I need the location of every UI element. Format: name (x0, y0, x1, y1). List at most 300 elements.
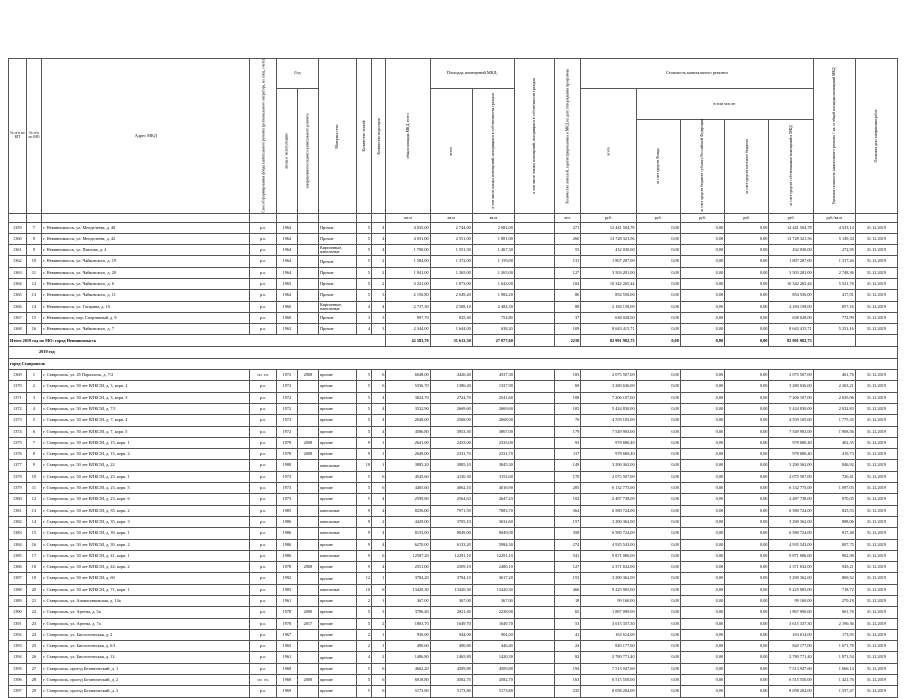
cell: 0,00 (725, 415, 769, 426)
cell: 11 (26, 483, 41, 494)
cell: 1365 (9, 290, 27, 301)
cell: р.о. (250, 415, 277, 426)
cell: 1367 (9, 312, 27, 323)
cell: 6 (372, 370, 386, 381)
cell (297, 573, 318, 584)
cell: 1964 (276, 290, 297, 301)
cell: 1 (372, 449, 386, 460)
cell: 8 (26, 449, 41, 460)
cell: 0,00 (725, 426, 769, 437)
cell: 21 (26, 596, 41, 607)
cell: 0,00 (680, 222, 724, 233)
cell: 69 (554, 381, 581, 392)
cell: 1389 (9, 596, 27, 607)
empty-cell (514, 370, 554, 381)
cell: панельные (318, 505, 356, 516)
table-row (9, 562, 898, 573)
cell: 8153,00 (386, 528, 430, 539)
empty-cell (514, 494, 554, 505)
cell: 1363 (9, 267, 27, 278)
cell: 0,00 (636, 290, 680, 301)
cell: р.о. (250, 460, 277, 471)
cell (297, 267, 318, 278)
cell: 4 (372, 222, 386, 233)
cell: 0,00 (680, 403, 724, 414)
cell: 0,00 (725, 596, 769, 607)
cell: 2 (372, 267, 386, 278)
cell: 0,00 (680, 460, 724, 471)
cell: 108 (554, 392, 581, 403)
cell: 15 (26, 312, 41, 323)
col-wall-material: Материал стен (318, 59, 356, 214)
cell: 4016,90 (472, 483, 514, 494)
cell: 0,00 (680, 392, 724, 403)
cell (297, 460, 318, 471)
cell: 2008 (297, 675, 318, 686)
empty-cell (514, 652, 554, 663)
cell: 3 503 281,00 (769, 267, 813, 278)
cell: 0,00 (725, 528, 769, 539)
cell: 0,00 (636, 505, 680, 516)
cell: 8 643 415,71 (581, 324, 636, 335)
cell: 3 280 636,00 (769, 381, 813, 392)
cell: 2000 (297, 607, 318, 618)
cell: 0,00 (636, 437, 680, 448)
cell: 0,00 (636, 483, 680, 494)
cell: 2821,40 (430, 607, 472, 618)
cell: прочие (318, 652, 356, 663)
cell: 2480,10 (472, 562, 514, 573)
cell: 31.12.2019 (855, 562, 897, 573)
cell (297, 483, 318, 494)
cell: 5 (356, 675, 371, 686)
cell: 0,00 (725, 618, 769, 629)
cell: 0,00 (725, 573, 769, 584)
cell: 131 (554, 256, 581, 267)
cell: 4 523,14 (813, 222, 855, 233)
cell: 5 (356, 471, 371, 482)
cell: 8 643 415,71 (769, 324, 813, 335)
cell: 170 (554, 471, 581, 482)
cell: 367,00 (472, 596, 514, 607)
cell: 0,00 (725, 562, 769, 573)
cell: 0,00 (725, 324, 769, 335)
cell: 9 (26, 245, 41, 256)
cell: 2 (372, 652, 386, 663)
table-row (9, 290, 898, 301)
table-row (9, 449, 898, 460)
table-row (9, 629, 898, 640)
cell: 3953,30 (430, 426, 472, 437)
cell: 0,00 (725, 584, 769, 595)
cell: 0,00 (636, 596, 680, 607)
cell: 0,00 (725, 663, 769, 674)
cell: 1961 (276, 596, 297, 607)
cell: 1376 (9, 449, 27, 460)
cell: 153 (554, 573, 581, 584)
cell: г. Ставрополь, ул. 50 лет ВЛКСМ, д. 39, корп. 1 (42, 528, 250, 539)
cell: 978 680,40 (581, 437, 636, 448)
cell: 31.12.2019 (855, 663, 897, 674)
cell: г. Ставрополь, ул. 50 лет ВЛКСМ, д. 35, корп. 2 (42, 505, 250, 516)
cell: 0,00 (680, 629, 724, 640)
cell: 0,00 (725, 652, 769, 663)
cell: 14 (26, 301, 41, 312)
empty-cell (514, 290, 554, 301)
cell: 0,00 (725, 550, 769, 561)
cell: 0,00 (636, 471, 680, 482)
cell: 0,00 (725, 233, 769, 244)
cell: 31.12.2019 (855, 573, 897, 584)
cell: 31.12.2019 (855, 290, 897, 301)
cell: 31.12.2019 (855, 483, 897, 494)
cell: 0,00 (680, 652, 724, 663)
cell: 0,00 (636, 449, 680, 460)
cell: 2 (372, 516, 386, 527)
cell: 0,00 (680, 550, 724, 561)
cell: 2 737,30 (386, 301, 430, 312)
cell: 9 225 905,00 (581, 584, 636, 595)
cell: сп. сч. (250, 675, 277, 686)
cell: г. Ставрополь, ул. Артема, д. 5а (42, 607, 250, 618)
cell: 0,00 (636, 528, 680, 539)
empty-cell (514, 233, 554, 244)
cell: 0,00 (725, 471, 769, 482)
cell: 2 487 738,00 (581, 494, 636, 505)
cell: 888,06 (813, 516, 855, 527)
cell: 26 (26, 652, 41, 663)
cell: 2649,00 (386, 449, 430, 460)
cell: 0,00 (636, 539, 680, 550)
cell: г. Ставрополь, ул. Биологическая, д. 6/1 (42, 641, 250, 652)
cell: 4 (372, 415, 386, 426)
cell: 0,00 (725, 290, 769, 301)
capital-repair-register-table (8, 58, 898, 698)
cell: 65 (554, 607, 581, 618)
cell: 5984,30 (472, 539, 514, 550)
cell: 1 159,00 (472, 256, 514, 267)
empty-cell (514, 550, 554, 561)
cell: 2 (372, 256, 386, 267)
cell: 0,00 (680, 573, 724, 584)
cell: г. Ставрополь, ул. 50 лет ВЛКСМ, д. 22 (42, 460, 250, 471)
col-total-area: общая площадь МКД, всего (386, 59, 430, 214)
cell: р.о. (250, 607, 277, 618)
cell: 9 225 905,00 (769, 584, 813, 595)
empty-cell (514, 449, 554, 460)
cell: г. Ставрополь, ул. 50 лет ВЛКСМ, д. 35, корп. 3 (42, 516, 250, 527)
cell: 31.12.2019 (855, 324, 897, 335)
cell: прочие (318, 629, 356, 640)
empty-cell (514, 381, 554, 392)
summary-region: 0,00 (680, 335, 724, 347)
cell: 5 (356, 256, 371, 267)
cell: прочие (318, 392, 356, 403)
cell: 4 (372, 528, 386, 539)
cell: 2 371 632,00 (581, 562, 636, 573)
cell: 235 (554, 686, 581, 697)
cell: прочие (318, 596, 356, 607)
table-row (9, 686, 898, 697)
cell: 10 (26, 471, 41, 482)
col-residents: Количество жителей, зарегистрированных в МКД на дату утверждения программы (554, 59, 581, 214)
city-label: город Ставрополь (9, 358, 898, 369)
cell: 18 (26, 562, 41, 573)
cell: 10 342 265,44 (769, 278, 813, 289)
table-row (9, 278, 898, 289)
table-row (9, 494, 898, 505)
cell: 661,76 (813, 607, 855, 618)
cell: 2669,60 (472, 403, 514, 414)
cell: 31.12.2019 (855, 584, 897, 595)
cell: 5 (356, 618, 371, 629)
cell: Кирпичные, панельные (318, 245, 356, 256)
empty-cell (514, 539, 554, 550)
cell (297, 392, 318, 403)
cell: 10 (26, 256, 41, 267)
unit-cell: кв.м (386, 213, 430, 222)
cell: р.о. (250, 381, 277, 392)
cell: 6 (372, 550, 386, 561)
cell: 2 635,06 (813, 392, 855, 403)
cell: 7 206 107,00 (769, 392, 813, 403)
cell: 0,00 (680, 618, 724, 629)
cell: 0,00 (725, 686, 769, 697)
cell: 1 467,30 (472, 245, 514, 256)
cell: 1 097,03 (813, 483, 855, 494)
unit-cell: руб. (769, 213, 813, 222)
cell: 3 (372, 607, 386, 618)
cell: 0,00 (636, 562, 680, 573)
cell: 1 871,54 (813, 652, 855, 663)
cell: 1986 (276, 516, 297, 527)
cell: 5 (356, 267, 371, 278)
cell: 16 (26, 324, 41, 335)
cell: 12 (26, 494, 41, 505)
cell: Прочие (318, 324, 356, 335)
cell: 4 (372, 245, 386, 256)
cell: 31.12.2019 (855, 629, 897, 640)
cell: 7971,50 (430, 505, 472, 516)
cell: 0,00 (636, 278, 680, 289)
cell: 944,00 (430, 629, 472, 640)
summary-area-total: 31 612,30 (430, 335, 472, 347)
cell: 3784,20 (386, 573, 430, 584)
table-row (9, 483, 898, 494)
cell: 10 (356, 460, 371, 471)
cell: 0,00 (636, 494, 680, 505)
cell: 897,70 (386, 312, 430, 323)
cell: 0,00 (636, 675, 680, 686)
cell: 5 251,16 (813, 324, 855, 335)
empty-cell (514, 222, 554, 233)
cell: р.о. (250, 222, 277, 233)
cell: 1985 (276, 584, 297, 595)
cell: 3885,10 (430, 460, 472, 471)
cell: 3 290 362,00 (581, 573, 636, 584)
cell: 2 780 771,40 (581, 652, 636, 663)
cell: 31.12.2019 (855, 460, 897, 471)
cell: 1 (372, 437, 386, 448)
cell: 1972 (276, 415, 297, 426)
cell: прочие (318, 415, 356, 426)
cell: г. Невинномысск, пер. Спортивный, д. 9 (42, 312, 250, 323)
cell: 1964 (276, 267, 297, 278)
cell: 2 748,36 (813, 267, 855, 278)
cell: г. Ставрополь, ул. 50 лет ВЛКСМ, д. 44, корп. 2 (42, 562, 250, 573)
cell: г. Невинномысск, ул. Павлова, д. 4 (42, 245, 250, 256)
cell: 1964 (276, 256, 297, 267)
cell (297, 641, 318, 652)
cell: 3 (372, 312, 386, 323)
cell: 1371 (9, 392, 27, 403)
table-row (9, 392, 898, 403)
cell: 3867,00 (472, 426, 514, 437)
cell: р.о. (250, 663, 277, 674)
cell: 82 (554, 652, 581, 663)
cell: 25 (26, 641, 41, 652)
cell: г. Невинномысск, ул. Чайковского, д. 19 (42, 256, 250, 267)
cell: 0,00 (680, 562, 724, 573)
cell: 978 680,40 (581, 449, 636, 460)
cell: 5 (356, 278, 371, 289)
cell: 7 549 903,00 (581, 426, 636, 437)
cell: 6270,00 (386, 539, 430, 550)
cell: 432 030,00 (769, 245, 813, 256)
cell: 9 (356, 550, 371, 561)
cell: 4 (372, 403, 386, 414)
cell: 0,00 (725, 516, 769, 527)
cell: прочие (318, 573, 356, 584)
cell: Прочие (318, 267, 356, 278)
cell: 1 265,00 (430, 267, 472, 278)
cell: 4 559 105,00 (769, 415, 813, 426)
cell: 1 671,78 (813, 641, 855, 652)
cell: 1968 (276, 663, 297, 674)
cell: 31.12.2019 (855, 607, 897, 618)
cell: 31.12.2019 (855, 267, 897, 278)
cell: 1 873,00 (430, 278, 472, 289)
summary-owners: 82 991 982,73 (769, 335, 813, 347)
cell: 2551,00 (386, 562, 430, 573)
cell: 1964 (276, 233, 297, 244)
cell: 5 424 830,00 (769, 403, 813, 414)
empty-cell (514, 471, 554, 482)
cell: Прочие (318, 312, 356, 323)
cell: 2 (356, 596, 371, 607)
table-row (9, 663, 898, 674)
cell (297, 494, 318, 505)
empty-cell (514, 460, 554, 471)
cell (297, 505, 318, 516)
cell: 104 (554, 278, 581, 289)
cell: 2724,70 (430, 392, 472, 403)
cell: 5 149,34 (813, 233, 855, 244)
col-deadline: Плановая дата завершения работ (855, 59, 897, 214)
cell: 6 (372, 584, 386, 595)
cell: 1384 (9, 539, 27, 550)
cell: 490,60 (386, 641, 430, 652)
cell: 1390 (9, 607, 27, 618)
table-row (9, 584, 898, 595)
cell: г. Ставрополь, ул. 50 лет ВЛКСМ, д. 60 (42, 573, 250, 584)
cell: сп. сч. (250, 370, 277, 381)
cell: 6 580 724,00 (581, 505, 636, 516)
cell: 1986 (276, 550, 297, 561)
cell: 272,95 (813, 245, 855, 256)
cell: 0,00 (636, 573, 680, 584)
cell: 4130,30 (430, 471, 472, 482)
cell (297, 629, 318, 640)
cell: г. Ставрополь, ул. 45 Параллель, д. 7/2 (42, 370, 250, 381)
col-cost-fund: за счет средств Фонда (636, 119, 680, 213)
cell (297, 415, 318, 426)
cell: 2 184 158,00 (581, 301, 636, 312)
cell: г. Ставрополь, ул. 50 лет ВЛКСМ, д. 7, корп. 5 (42, 426, 250, 437)
cell: 2 075 507,00 (581, 370, 636, 381)
cell: 1964 (276, 222, 297, 233)
cell: г. Ставрополь, проезд Ботанический, д. 2 (42, 675, 250, 686)
cell (297, 426, 318, 437)
cell: 0,00 (680, 426, 724, 437)
cell: 0,00 (680, 663, 724, 674)
cell: прочие (318, 483, 356, 494)
cell: 6 (372, 675, 386, 686)
cell: 0,00 (725, 629, 769, 640)
cell: 1 372,00 (430, 256, 472, 267)
cell: 0,00 (636, 618, 680, 629)
col-year-group: Год (276, 59, 318, 89)
city-row (9, 358, 898, 369)
empty-cell (514, 596, 554, 607)
empty-cell (514, 573, 554, 584)
cell: 41 (554, 629, 581, 640)
cell: 11 (26, 267, 41, 278)
cell: 7 549 903,00 (769, 426, 813, 437)
table-row (9, 267, 898, 278)
cell: 1986 (276, 528, 297, 539)
cell: 0,00 (636, 426, 680, 437)
cell: р.о. (250, 278, 277, 289)
cell: 5 (356, 483, 371, 494)
cell: 4062,10 (430, 483, 472, 494)
empty-cell (514, 641, 554, 652)
cell (297, 663, 318, 674)
cell: 1961 (276, 652, 297, 663)
cell: 3 (356, 312, 371, 323)
cell: 31.12.2019 (855, 415, 897, 426)
table-row (9, 596, 898, 607)
cell: 9 871 086,00 (769, 550, 813, 561)
cell: 5 (356, 494, 371, 505)
empty-cell (514, 267, 554, 278)
cell: 0,00 (636, 607, 680, 618)
cell: 31.12.2019 (855, 550, 897, 561)
cell: 3 290 362,00 (769, 573, 813, 584)
cell: 173,95 (813, 629, 855, 640)
cell: 2 780 771,40 (769, 652, 813, 663)
cell: 2669,60 (430, 403, 472, 414)
summary-cost-total: 82 991 982,73 (581, 335, 636, 347)
unit-cell: кв.м (430, 213, 472, 222)
cell (297, 278, 318, 289)
cell: 1 (372, 596, 386, 607)
cell: р.о. (250, 426, 277, 437)
cell: 1988 (276, 460, 297, 471)
cell: 127 (554, 562, 581, 573)
cell: 1391 (9, 618, 27, 629)
cell: 31.12.2019 (855, 449, 897, 460)
